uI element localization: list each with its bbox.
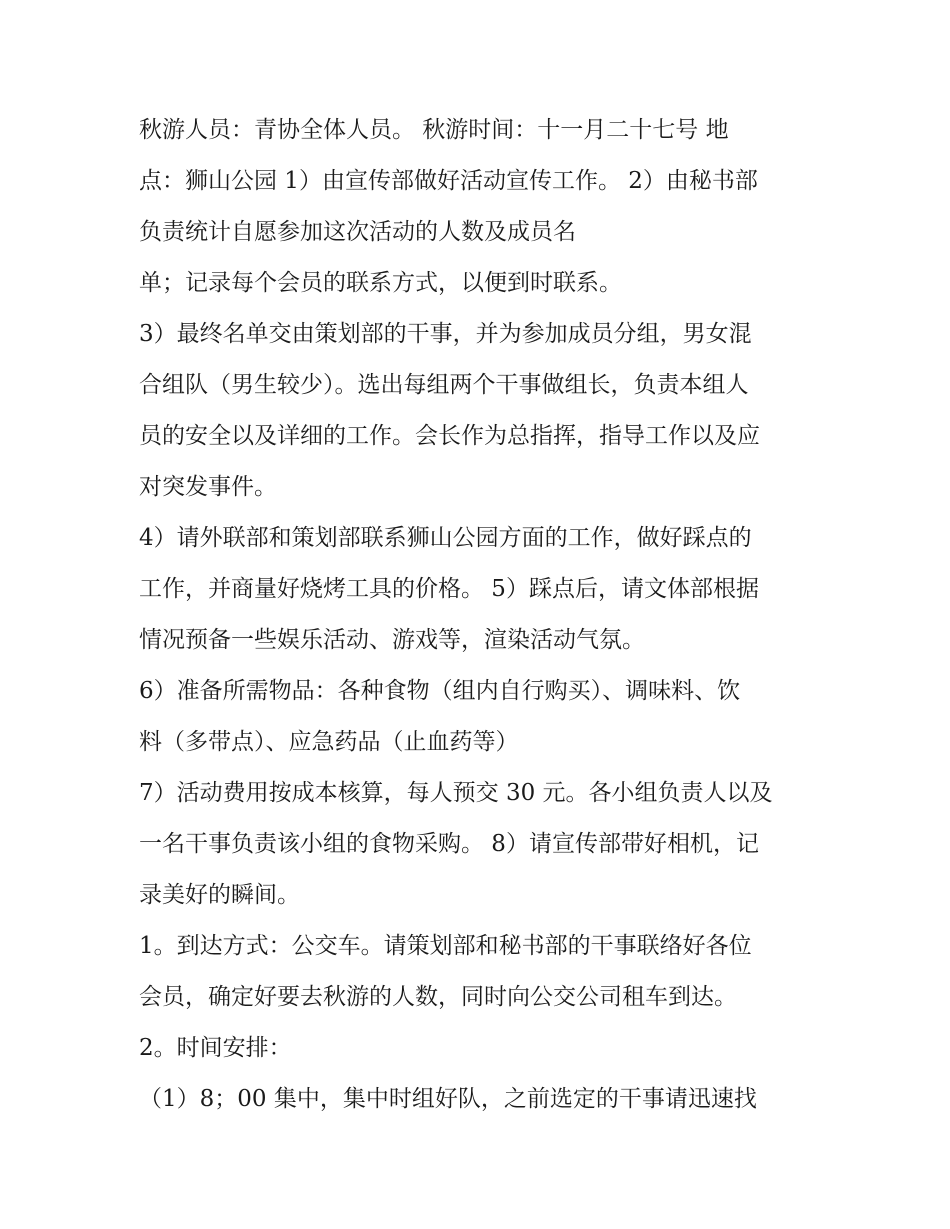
text-line: 秋游人员：青协全体人员。 秋游时间：十一月二十七号 地 [139,117,729,143]
text-line: 员的安全以及详细的工作。会长作为总指挥，指导工作以及应 [139,423,760,449]
text-line: 一名干事负责该小组的食物采购。 8）请宣传部带好相机，记 [139,831,759,857]
text-line: （1）8；00 集中，集中时组好队，之前选定的干事请迅速找 [139,1086,757,1112]
text-line: 点：狮山公园 1）由宣传部做好活动宣传工作。 2）由秘书部 [139,168,758,194]
text-line: 6）准备所需物品：各种食物（组内自行购买）、调味料、饮 [139,678,741,704]
text-line: 会员，确定好要去秋游的人数，同时向公交公司租车到达。 [139,984,737,1010]
text-line: 合组队（男生较少）。选出每组两个干事做组长，负责本组人 [139,372,749,398]
text-line: 2。时间安排： [139,1035,292,1061]
text-line: 对突发事件。 [139,474,277,500]
text-line: 1。到达方式：公交车。请策划部和秘书部的干事联络好各位 [139,933,752,959]
text-line: 情况预备一些娱乐活动、游戏等，渲染活动气氛。 [139,627,645,653]
text-line: 4）请外联部和策划部联系狮山公园方面的工作，做好踩点的 [139,525,752,551]
text-line: 工作，并商量好烧烤工具的价格。 5）踩点后，请文体部根据 [139,576,759,602]
text-line: 负责统计自愿参加这次活动的人数及成员名 [139,219,576,245]
text-line: 7）活动费用按成本核算，每人预交 30 元。各小组负责人以及 [139,780,773,806]
text-line: 单；记录每个会员的联系方式，以便到时联系。 [139,270,622,296]
text-line: 3）最终名单交由策划部的干事，并为参加成员分组，男女混 [139,321,752,347]
text-line: 录美好的瞬间。 [139,882,300,908]
text-line: 料（多带点）、应急药品（止血药等） [139,729,519,755]
